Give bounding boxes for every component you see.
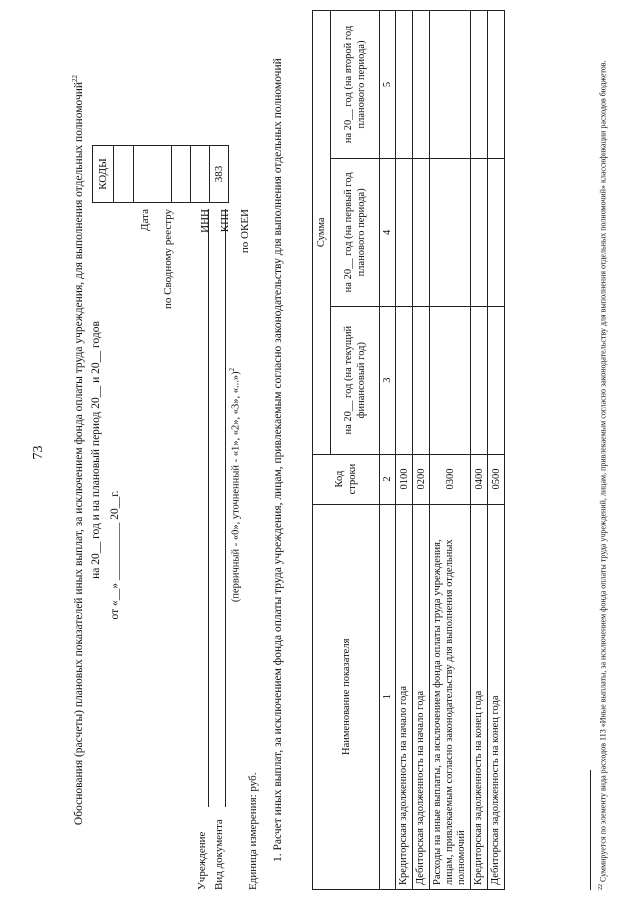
section-text: Расчет иных выплат, за исключением фонда оплаты труда учреждения, лицам, привлекаемым согласно законодательству для выполнения отдельных полномочий bbox=[272, 58, 284, 851]
doc-type-hint-text: (первичный - «0», уточненный - «1», «2», «3», «...») bbox=[230, 371, 242, 603]
section-heading bbox=[270, 10, 286, 890]
cell-year-2[interactable] bbox=[430, 158, 471, 306]
row-name: Дебиторская задолженность на начало года bbox=[413, 504, 430, 889]
cell-year-2[interactable] bbox=[488, 158, 505, 306]
footnote bbox=[596, 10, 609, 890]
header-year-3: на 20__ год (на второй год планового периода) bbox=[331, 11, 380, 159]
row-name: Кредиторская задолженность на конец года bbox=[471, 504, 488, 889]
row-name: Дебиторская задолженность на конец года bbox=[488, 504, 505, 889]
row-code: 0200 bbox=[413, 454, 430, 504]
code-label-registry: по Сводному реестру bbox=[162, 209, 174, 309]
col-number: 1 bbox=[380, 504, 396, 889]
cell-year-1[interactable] bbox=[396, 306, 413, 454]
doc-type-label: Вид документа bbox=[213, 819, 225, 890]
table-row bbox=[413, 11, 430, 890]
header-sum: Сумма bbox=[313, 11, 331, 455]
cell-year-2[interactable] bbox=[396, 158, 413, 306]
col-number: 5 bbox=[380, 11, 396, 159]
cell-year-1[interactable] bbox=[471, 306, 488, 454]
code-value-okei: 383 bbox=[210, 146, 229, 203]
cell-year-1[interactable] bbox=[488, 306, 505, 454]
code-value-date bbox=[114, 146, 134, 203]
cell-year-1[interactable] bbox=[430, 306, 471, 454]
cell-year-3[interactable] bbox=[488, 11, 505, 159]
section-number: 1. bbox=[272, 853, 284, 862]
col-number: 4 bbox=[380, 158, 396, 306]
cell-year-3[interactable] bbox=[396, 11, 413, 159]
unit-label: Единица измерения: руб. bbox=[247, 772, 259, 890]
col-number: 2 bbox=[380, 454, 396, 504]
code-value-kpp bbox=[191, 146, 210, 203]
codes-header: КОДЫ bbox=[93, 146, 114, 203]
row-name: Кредиторская задолженность на начало года bbox=[396, 504, 413, 889]
row-code: 0500 bbox=[488, 454, 505, 504]
header-year-2: на 20__ год (на первый год планового периода) bbox=[331, 158, 380, 306]
codes-table bbox=[92, 145, 229, 203]
cell-year-3[interactable] bbox=[471, 11, 488, 159]
row-code: 0400 bbox=[471, 454, 488, 504]
doc-type-hint-mark: 2 bbox=[228, 367, 236, 372]
title-line-2: на 20__ год и на плановый период 20__ и 20__ годов bbox=[89, 321, 102, 579]
col-number: 3 bbox=[380, 306, 396, 454]
title-footnote-mark: 22 bbox=[71, 74, 79, 82]
main-table bbox=[312, 10, 505, 890]
code-label-okei: по ОКЕИ bbox=[239, 209, 251, 254]
date-line: от «__» __________ 20__г. bbox=[109, 490, 121, 620]
cell-year-3[interactable] bbox=[413, 11, 430, 159]
header-code: Код строки bbox=[313, 454, 380, 504]
table-row bbox=[488, 11, 505, 890]
table-row bbox=[396, 11, 413, 890]
code-value-inn bbox=[172, 146, 191, 203]
institution-line bbox=[208, 209, 209, 807]
footnote-mark: 22 bbox=[598, 884, 604, 890]
title-line-1: Обоснования (расчеты) плановых показателей иных выплат, за исключением фонда оплаты труда учреждения, для выполнения отдельных полномочий bbox=[72, 81, 85, 826]
code-label-inn: ИНН bbox=[199, 209, 211, 233]
doc-type-hint bbox=[228, 325, 242, 645]
table-row bbox=[430, 11, 471, 890]
footnote-text: Суммируется по элементу вида расходов 113 «Иные выплаты, за исключением фонда оплаты труда учреждений, лицам, привлекаемым согласно законодательству для выполнения отдельных полномочий» классификации расходов бюджетов. bbox=[598, 60, 608, 882]
doc-type-line bbox=[225, 209, 226, 807]
footnote-separator bbox=[590, 770, 591, 890]
cell-year-2[interactable] bbox=[471, 158, 488, 306]
row-code: 0100 bbox=[396, 454, 413, 504]
header-name: Наименование показателя bbox=[313, 504, 380, 889]
institution-label: Учреждение bbox=[196, 831, 208, 890]
cell-year-2[interactable] bbox=[413, 158, 430, 306]
table-row bbox=[471, 11, 488, 890]
code-label-kpp: КПП bbox=[219, 209, 231, 233]
cell-year-3[interactable] bbox=[430, 11, 471, 159]
header-year-1: на 20__ год (на текущий финансовый год) bbox=[331, 306, 380, 454]
column-numbers-row bbox=[380, 11, 396, 890]
page-number: 73 bbox=[31, 445, 46, 460]
cell-year-1[interactable] bbox=[413, 306, 430, 454]
row-name: Расходы на иные выплаты, за исключением фонда оплаты труда учреждения, лицам, привлекаемым согласно законодательству для выполнения отдельных полномочий bbox=[430, 504, 471, 889]
code-label-date: Дата bbox=[139, 209, 151, 231]
code-value-registry bbox=[134, 146, 172, 203]
row-code: 0300 bbox=[430, 454, 471, 504]
